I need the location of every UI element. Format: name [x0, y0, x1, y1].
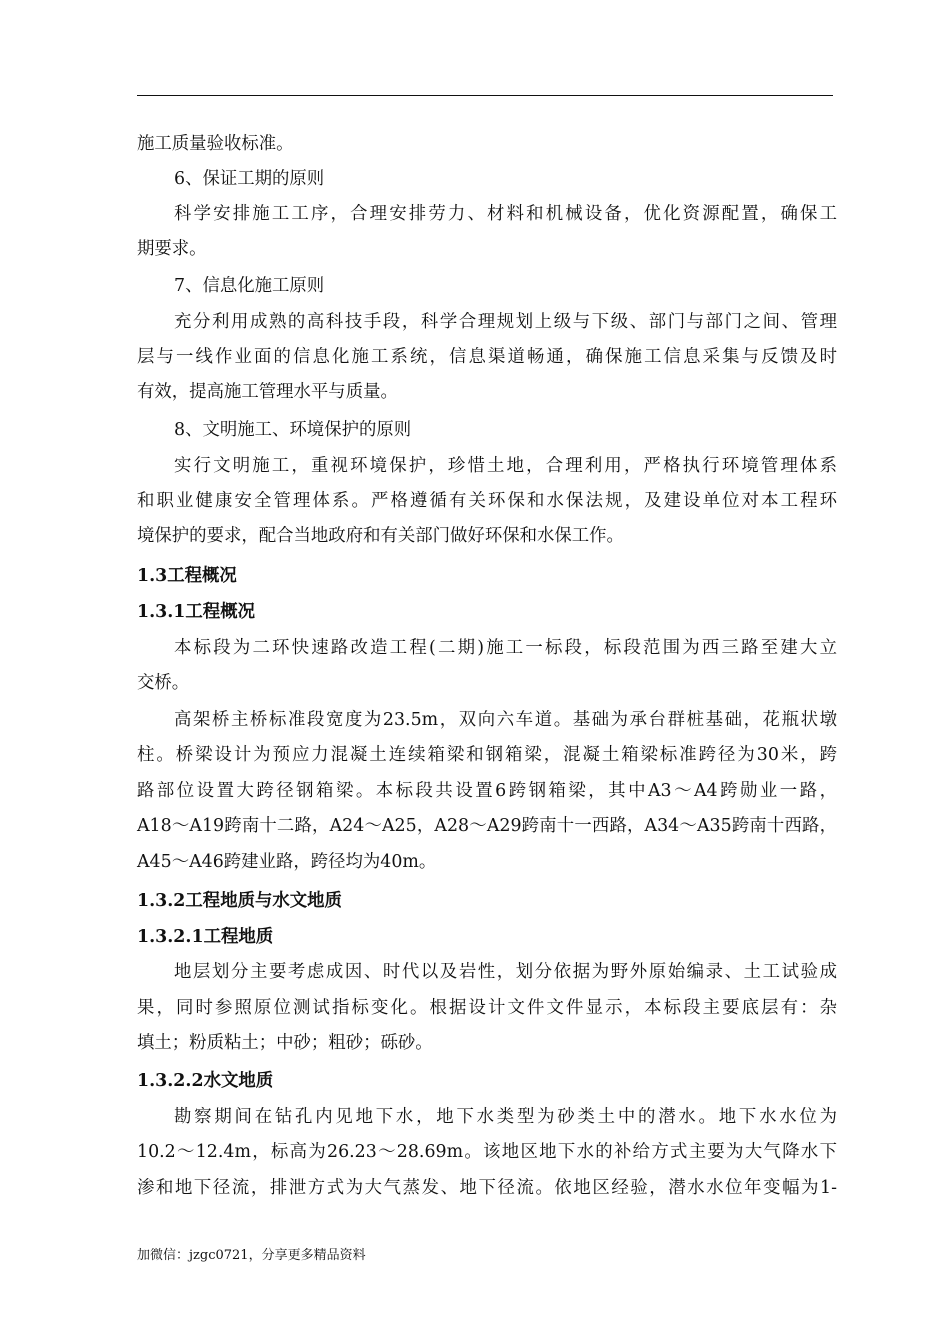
paragraph-line: 和职业健康安全管理体系。严格遵循有关环保和水保法规，及建设单位对本工程环 — [137, 491, 837, 511]
footer-note: 加微信：jzgc0721，分享更多精品资料 — [137, 1248, 366, 1263]
paragraph-line: 交桥。 — [137, 673, 190, 693]
paragraph-line: 本标段为二环快速路改造工程(二期)施工一标段，标段范围为西三路至建大立 — [174, 638, 837, 658]
paragraph-line: 科学安排施工工序，合理安排劳力、材料和机械设备，优化资源配置，确保工 — [174, 204, 837, 224]
paragraph-line: A45～A46跨建业路，跨径均为40m。 — [137, 852, 437, 872]
section-heading: 1.3工程概况 — [137, 566, 237, 586]
paragraph-line: 填土；粉质粘土；中砂；粗砂；砾砂。 — [137, 1033, 433, 1053]
paragraph-line: 期要求。 — [137, 239, 207, 259]
paragraph-line: 10.2～12.4m，标高为26.23～28.69m。该地区地下水的补给方式主要为大气降水下 — [137, 1142, 837, 1162]
paragraph-line: 施工质量验收标准。 — [137, 134, 294, 154]
subsection-heading: 1.3.1工程概况 — [137, 602, 255, 622]
paragraph-line: 果，同时参照原位测试指标变化。根据设计文件文件显示，本标段主要底层有：杂 — [137, 998, 837, 1018]
paragraph-line: 层与一线作业面的信息化施工系统，信息渠道畅通，确保施工信息采集与反馈及时 — [137, 347, 837, 367]
paragraph-line: 实行文明施工，重视环境保护，珍惜土地，合理利用，严格执行环境管理体系 — [174, 456, 837, 476]
paragraph-line: 柱。桥梁设计为预应力混凝土连续箱梁和钢箱梁，混凝土箱梁标准跨径为30米，跨 — [137, 745, 837, 765]
paragraph-line: 境保护的要求，配合当地政府和有关部门做好环保和水保工作。 — [137, 526, 624, 546]
subsubsection-heading: 1.3.2.2水文地质 — [137, 1071, 274, 1091]
subsubsection-heading: 1.3.2.1工程地质 — [137, 927, 274, 947]
subsection-heading: 1.3.2工程地质与水文地质 — [137, 891, 342, 911]
paragraph-line: 勘察期间在钻孔内见地下水，地下水类型为砂类土中的潜水。地下水水位为 — [174, 1107, 837, 1127]
header-rule — [137, 95, 833, 96]
paragraph-line: A18～A19跨南十二路，A24～A25，A28～A29跨南十一西路，A34～A35跨南十西路， — [137, 816, 837, 836]
paragraph-line: 渗和地下径流，排泄方式为大气蒸发、地下径流。依地区经验，潜水水位年变幅为1- — [137, 1178, 837, 1198]
paragraph-line: 高架桥主桥标准段宽度为23.5m，双向六车道。基础为承台群桩基础，花瓶状墩 — [174, 710, 837, 730]
paragraph-line: 路部位设置大跨径钢箱梁。本标段共设置6跨钢箱梁，其中A3～A4跨勋业一路， — [137, 781, 837, 801]
paragraph-line: 有效，提高施工管理水平与质量。 — [137, 382, 398, 402]
paragraph-line: 地层划分主要考虑成因、时代以及岩性，划分依据为野外原始编录、土工试验成 — [174, 962, 837, 982]
principle-title: 6、保证工期的原则 — [174, 169, 325, 189]
principle-title: 8、文明施工、环境保护的原则 — [174, 420, 412, 440]
principle-title: 7、信息化施工原则 — [174, 276, 325, 296]
paragraph-line: 充分利用成熟的高科技手段，科学合理规划上级与下级、部门与部门之间、管理 — [174, 312, 837, 332]
